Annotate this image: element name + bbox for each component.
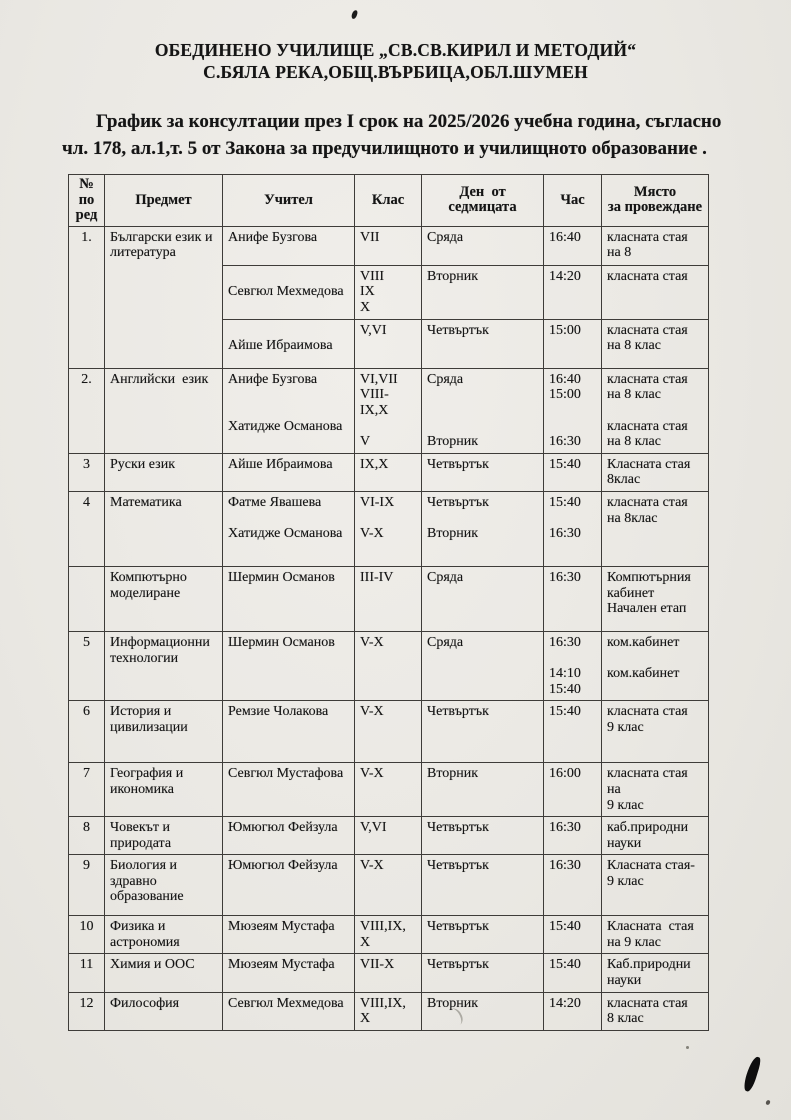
cell-place: Класната стая 8клас [602,453,709,491]
cell-teacher: Севгюл Мехмедова [223,265,355,319]
cell-day: Сряда Вторник [422,368,544,453]
table-row [69,817,709,855]
consultation-schedule-table [68,174,709,1031]
column-header-subject: Предмет [105,175,223,227]
cell-teacher: Фатме Явашева Хатидже Османова [223,491,355,566]
cell-num: 12 [69,992,105,1030]
cell-teacher: Ремзие Чолакова [223,701,355,763]
table-row [69,491,709,566]
cell-class: VIII IX X [355,265,422,319]
cell-teacher: Анифе Бузгова Хатидже Османова [223,368,355,453]
column-header-class: Клас [355,175,422,227]
cell-teacher: Айше Ибраимова [223,319,355,368]
cell-time: 15:40 16:30 [544,491,602,566]
cell-subject: История и цивилизации [105,701,223,763]
cell-day: Четвъртък [422,855,544,916]
column-header-place: Място за провеждане [602,175,709,227]
cell-place: класната стая на 8 клас класната стая на 8 клас [602,368,709,453]
cell-num: 10 [69,916,105,954]
cell-teacher: Шермин Османов [223,631,355,700]
cell-num: 3 [69,453,105,491]
cell-teacher: Севгюл Мустафова [223,763,355,817]
cell-place: класната стая 8 клас [602,992,709,1030]
school-name-line2: С.БЯЛА РЕКА,ОБЩ.ВЪРБИЦА,ОБЛ.ШУМЕН [203,61,588,82]
cell-day: Сряда [422,226,544,265]
cell-class: VII-X [355,954,422,992]
cell-day: Вторник [422,763,544,817]
table-row [69,954,709,992]
cell-class: VIII,IX, X [355,992,422,1030]
cell-class: VI,VII VIII- IX,X V [355,368,422,453]
cell-day: Четвъртък [422,319,544,368]
cell-day: Сряда [422,631,544,700]
cell-num [69,566,105,631]
table-header-row [69,175,709,227]
document-title: График за консултации през I срок на 2025/2026 учебна година, съгласно чл. 178, ал.1,т. 5 от Закона за предучилищното и училищното образование . [62,111,722,159]
cell-class: IX,X [355,453,422,491]
cell-time: 14:20 [544,992,602,1030]
cell-num: 1. [69,226,105,368]
cell-day: Вторник [422,992,544,1030]
table-row [69,226,709,265]
cell-subject: Компютърно моделиране [105,566,223,631]
cell-class: V,VI [355,817,422,855]
cell-num: 8 [69,817,105,855]
cell-place: Класната стая- 9 клас [602,855,709,916]
cell-subject: Руски език [105,453,223,491]
cell-day: Четвъртък [422,954,544,992]
cell-place: класната стая на 9 клас [602,763,709,817]
cell-class: VIII,IX, X [355,916,422,954]
column-header-day: Ден от седмицата [422,175,544,227]
table-row [69,566,709,631]
ink-mark-bottom-right [742,1055,762,1092]
cell-place: каб.природни науки [602,817,709,855]
cell-num: 11 [69,954,105,992]
cell-class: V-X [355,763,422,817]
cell-day: Четвъртък [422,701,544,763]
cell-day: Вторник [422,265,544,319]
cell-place: Компютърния кабинет Начален етап [602,566,709,631]
cell-teacher: Анифе Бузгова [223,226,355,265]
cell-time: 15:40 [544,916,602,954]
cell-subject: Физика и астрономия [105,916,223,954]
cell-place: Каб.природни науки [602,954,709,992]
cell-time: 14:20 [544,265,602,319]
cell-teacher: Севгюл Мехмедова [223,992,355,1030]
cell-num: 4 [69,491,105,566]
cell-time: 16:40 15:00 16:30 [544,368,602,453]
cell-place: класната стая 9 клас [602,701,709,763]
cell-time: 15:40 [544,954,602,992]
cell-class: VII [355,226,422,265]
cell-teacher: Мюзеям Мустафа [223,954,355,992]
table-row [69,992,709,1030]
cell-day: Четвъртък [422,916,544,954]
column-header-teacher: Учител [223,175,355,227]
cell-time: 15:40 [544,453,602,491]
cell-day: Четвъртък Вторник [422,491,544,566]
cell-time: 16:40 [544,226,602,265]
cell-subject: Английски език [105,368,223,453]
cell-teacher: Шермин Османов [223,566,355,631]
cell-num: 5 [69,631,105,700]
cell-day: Сряда [422,566,544,631]
table-row [69,855,709,916]
cell-teacher: Юмюгюл Фейзула [223,817,355,855]
cell-class: VI-IX V-X [355,491,422,566]
cell-class: V-X [355,631,422,700]
cell-num: 7 [69,763,105,817]
cell-teacher: Юмюгюл Фейзула [223,855,355,916]
cell-num: 6 [69,701,105,763]
table-row [69,701,709,763]
cell-time: 15:40 [544,701,602,763]
cell-teacher: Мюзеям Мустафа [223,916,355,954]
cell-subject: Български език и литература [105,226,223,368]
cell-class: V-X [355,855,422,916]
table-row [69,916,709,954]
cell-subject: Химия и ООС [105,954,223,992]
cell-subject: Човекът и природата [105,817,223,855]
cell-subject: Математика [105,491,223,566]
column-header-num: № по ред [69,175,105,227]
table-row [69,631,709,700]
cell-time: 16:30 14:10 15:40 [544,631,602,700]
scan-artifact-dot [686,1046,689,1049]
cell-day: Четвъртък [422,453,544,491]
table-row [69,368,709,453]
cell-subject: Биология и здравно образование [105,855,223,916]
cell-place: класната стая на 8клас [602,491,709,566]
ink-speck-bottom-right [765,1099,771,1105]
cell-place: класната стая на 8 клас [602,319,709,368]
cell-time: 16:30 [544,817,602,855]
table-row [69,453,709,491]
cell-num: 9 [69,855,105,916]
cell-day: Четвъртък [422,817,544,855]
cell-subject: География и икономика [105,763,223,817]
cell-time: 16:30 [544,566,602,631]
cell-teacher: Айше Ибраимова [223,453,355,491]
cell-class: V-X [355,701,422,763]
cell-class: V,VI [355,319,422,368]
school-name-line1: ОБЕДИНЕНО УЧИЛИЩЕ „СВ.СВ.КИРИЛ И МЕТОДИЙ“ [154,40,637,60]
ink-speck-top [351,9,358,19]
column-header-time: Час [544,175,602,227]
cell-subject: Информационни технологии [105,631,223,700]
cell-subject: Философия [105,992,223,1030]
cell-place: ком.кабинет ком.кабинет [602,631,709,700]
cell-time: 16:00 [544,763,602,817]
cell-place: класната стая на 8 [602,226,709,265]
cell-place: Класната стая на 9 клас [602,916,709,954]
cell-time: 16:30 [544,855,602,916]
table-row [69,763,709,817]
cell-num: 2. [69,368,105,453]
cell-class: III-IV [355,566,422,631]
cell-place: класната стая [602,265,709,319]
cell-time: 15:00 [544,319,602,368]
